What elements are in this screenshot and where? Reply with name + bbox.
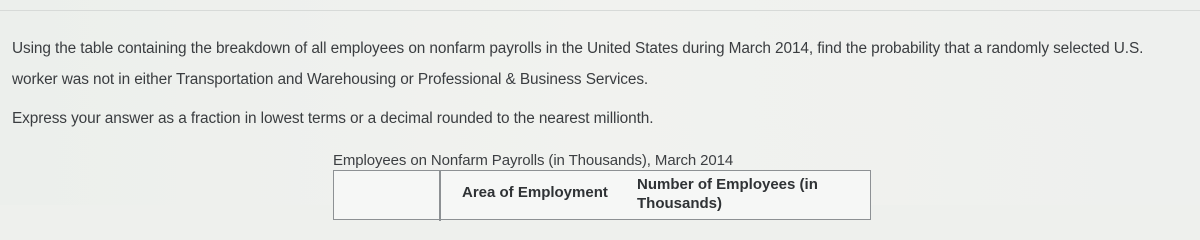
question-text: Using the table containing the breakdown of all employees on nonfarm payrolls in the United States during March 2014, find the probability that a randomly selected U.S. worker was not in either Transportation and Warehousing or Professional & Business Services. — [12, 40, 1144, 88]
table-header-number-line2: Thousands) — [637, 195, 722, 212]
table-header-number-line1: Number of Employees (in — [637, 176, 818, 193]
table-header-number — [637, 175, 818, 213]
table-header-area: Area of Employment — [462, 184, 608, 201]
instruction-text: Express your answer as a fraction in lowest terms or a decimal rounded to the nearest millionth. — [12, 110, 654, 127]
divider — [0, 10, 1200, 11]
table-column-divider — [439, 171, 441, 221]
table-caption: Employees on Nonfarm Payrolls (in Thousands), March 2014 — [333, 152, 734, 169]
